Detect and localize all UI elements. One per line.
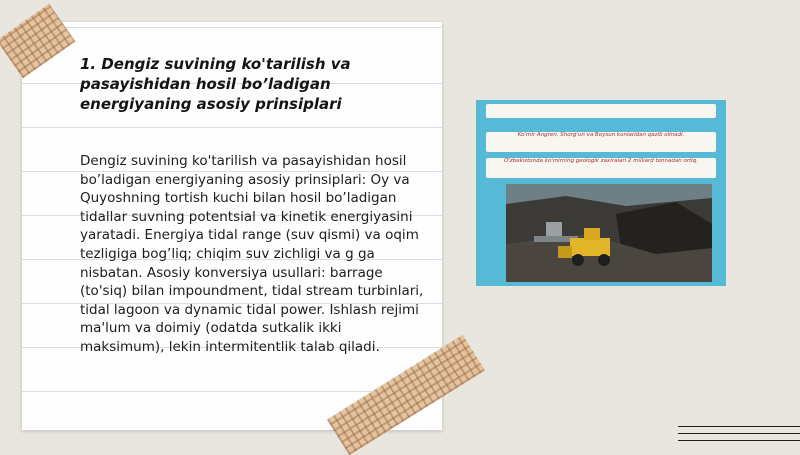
- image-caption-2: O'zbekistonda ko'mirning geologik zaxiralari 2 milliard tonnadan ortiq.: [486, 158, 716, 178]
- slide-body-text[interactable]: Dengiz suvining ko'tarilish va pasayishidan hosil bo’ladigan energiyaning asosiy prinsiplari: Oy va Quyoshning tortish kuchi bilan hosil bo’ladigan tidallar suvning potentsial va kinetik energiyasini yaratadi. Energiya tidal range (suv qismi) va oqim tezligiga bog’liq; chiqim suv zichligi va g ga nisbatan. Asosiy konversiya usullari: barrage (to'siq) bilan impoundment, tidal stream turbinlari, tidal lagoon va dynamic tidal power. Ishlash rejimi ma'lum va doimiy (odatda sutkalik ikki maksimum), lekin intermitentlik talab qiladi.: [80, 153, 424, 355]
- coal-mining-image[interactable]: [476, 100, 726, 286]
- decor-line-3: [678, 440, 800, 441]
- quarry-illustration: [506, 184, 712, 282]
- decor-line-1: [678, 426, 800, 427]
- image-header-strip: [486, 104, 716, 118]
- slide-title[interactable]: 1. Dengiz suvining ko'tarilish va pasayishidan hosil bo’ladigan energiyaning asosiy prinsiplari: [80, 55, 351, 113]
- image-caption-1: Ko'mir Angren, Shorg'un va Boysun konlaridan qazib olinadi.: [486, 132, 716, 152]
- decor-line-2: [678, 433, 800, 434]
